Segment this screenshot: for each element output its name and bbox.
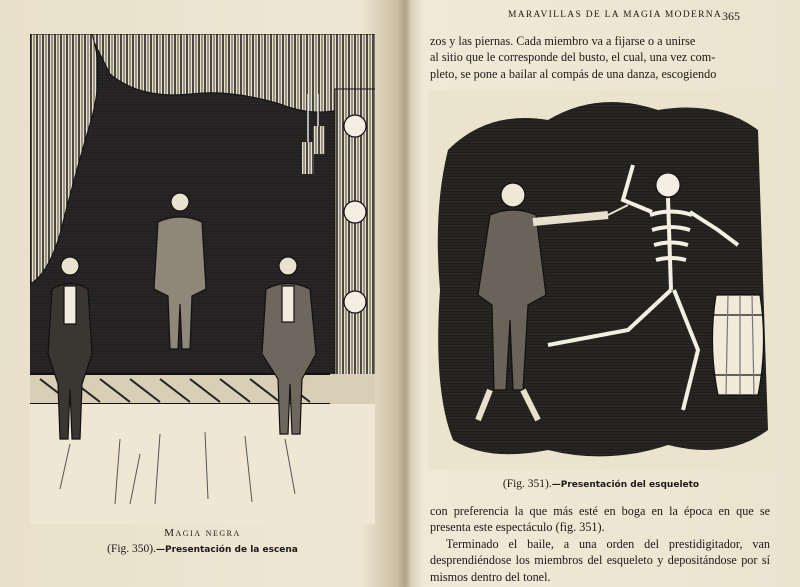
figure-number: (Fig. 351). — [502, 478, 552, 490]
running-head: MARAVILLAS DE LA MAGIA MODERNA — [508, 10, 723, 20]
page-number: 365 — [722, 9, 740, 23]
figure-title: Magia negra — [164, 527, 241, 539]
skeleton-illustration — [428, 90, 774, 470]
bottom-text-block — [430, 503, 770, 585]
figure-caption-text: —Presentación de la escena — [155, 545, 298, 555]
book-gutter — [398, 0, 412, 587]
text-line: zos y las piernas. Cada miembro va a fijarse o a unirse — [430, 34, 696, 48]
text-line: al sitio que le corresponde del busto, el cual, una vez com- — [430, 50, 716, 65]
magia-negra-illustration — [30, 34, 375, 524]
figure-caption-text: —Presentación del esqueleto — [551, 480, 700, 490]
figure-number: (Fig. 350). — [107, 543, 156, 555]
figure-caption-351 — [428, 478, 774, 490]
paragraph: con preferencia la que más esté en boga en la época en que se presenta este espectáculo (fig. 351). — [430, 504, 770, 535]
text-line: pleto, se pone a bailar al compás de una danza, escogiendo — [430, 66, 717, 81]
figure-caption — [30, 543, 375, 555]
barrel — [712, 295, 764, 395]
top-text-block — [430, 33, 770, 82]
paragraph: Terminado el baile, a una orden del prestidigitador, van desprendiéndose los miembros del esqueleto y depositándose por sí mismos dentro del tonel. — [430, 536, 770, 584]
